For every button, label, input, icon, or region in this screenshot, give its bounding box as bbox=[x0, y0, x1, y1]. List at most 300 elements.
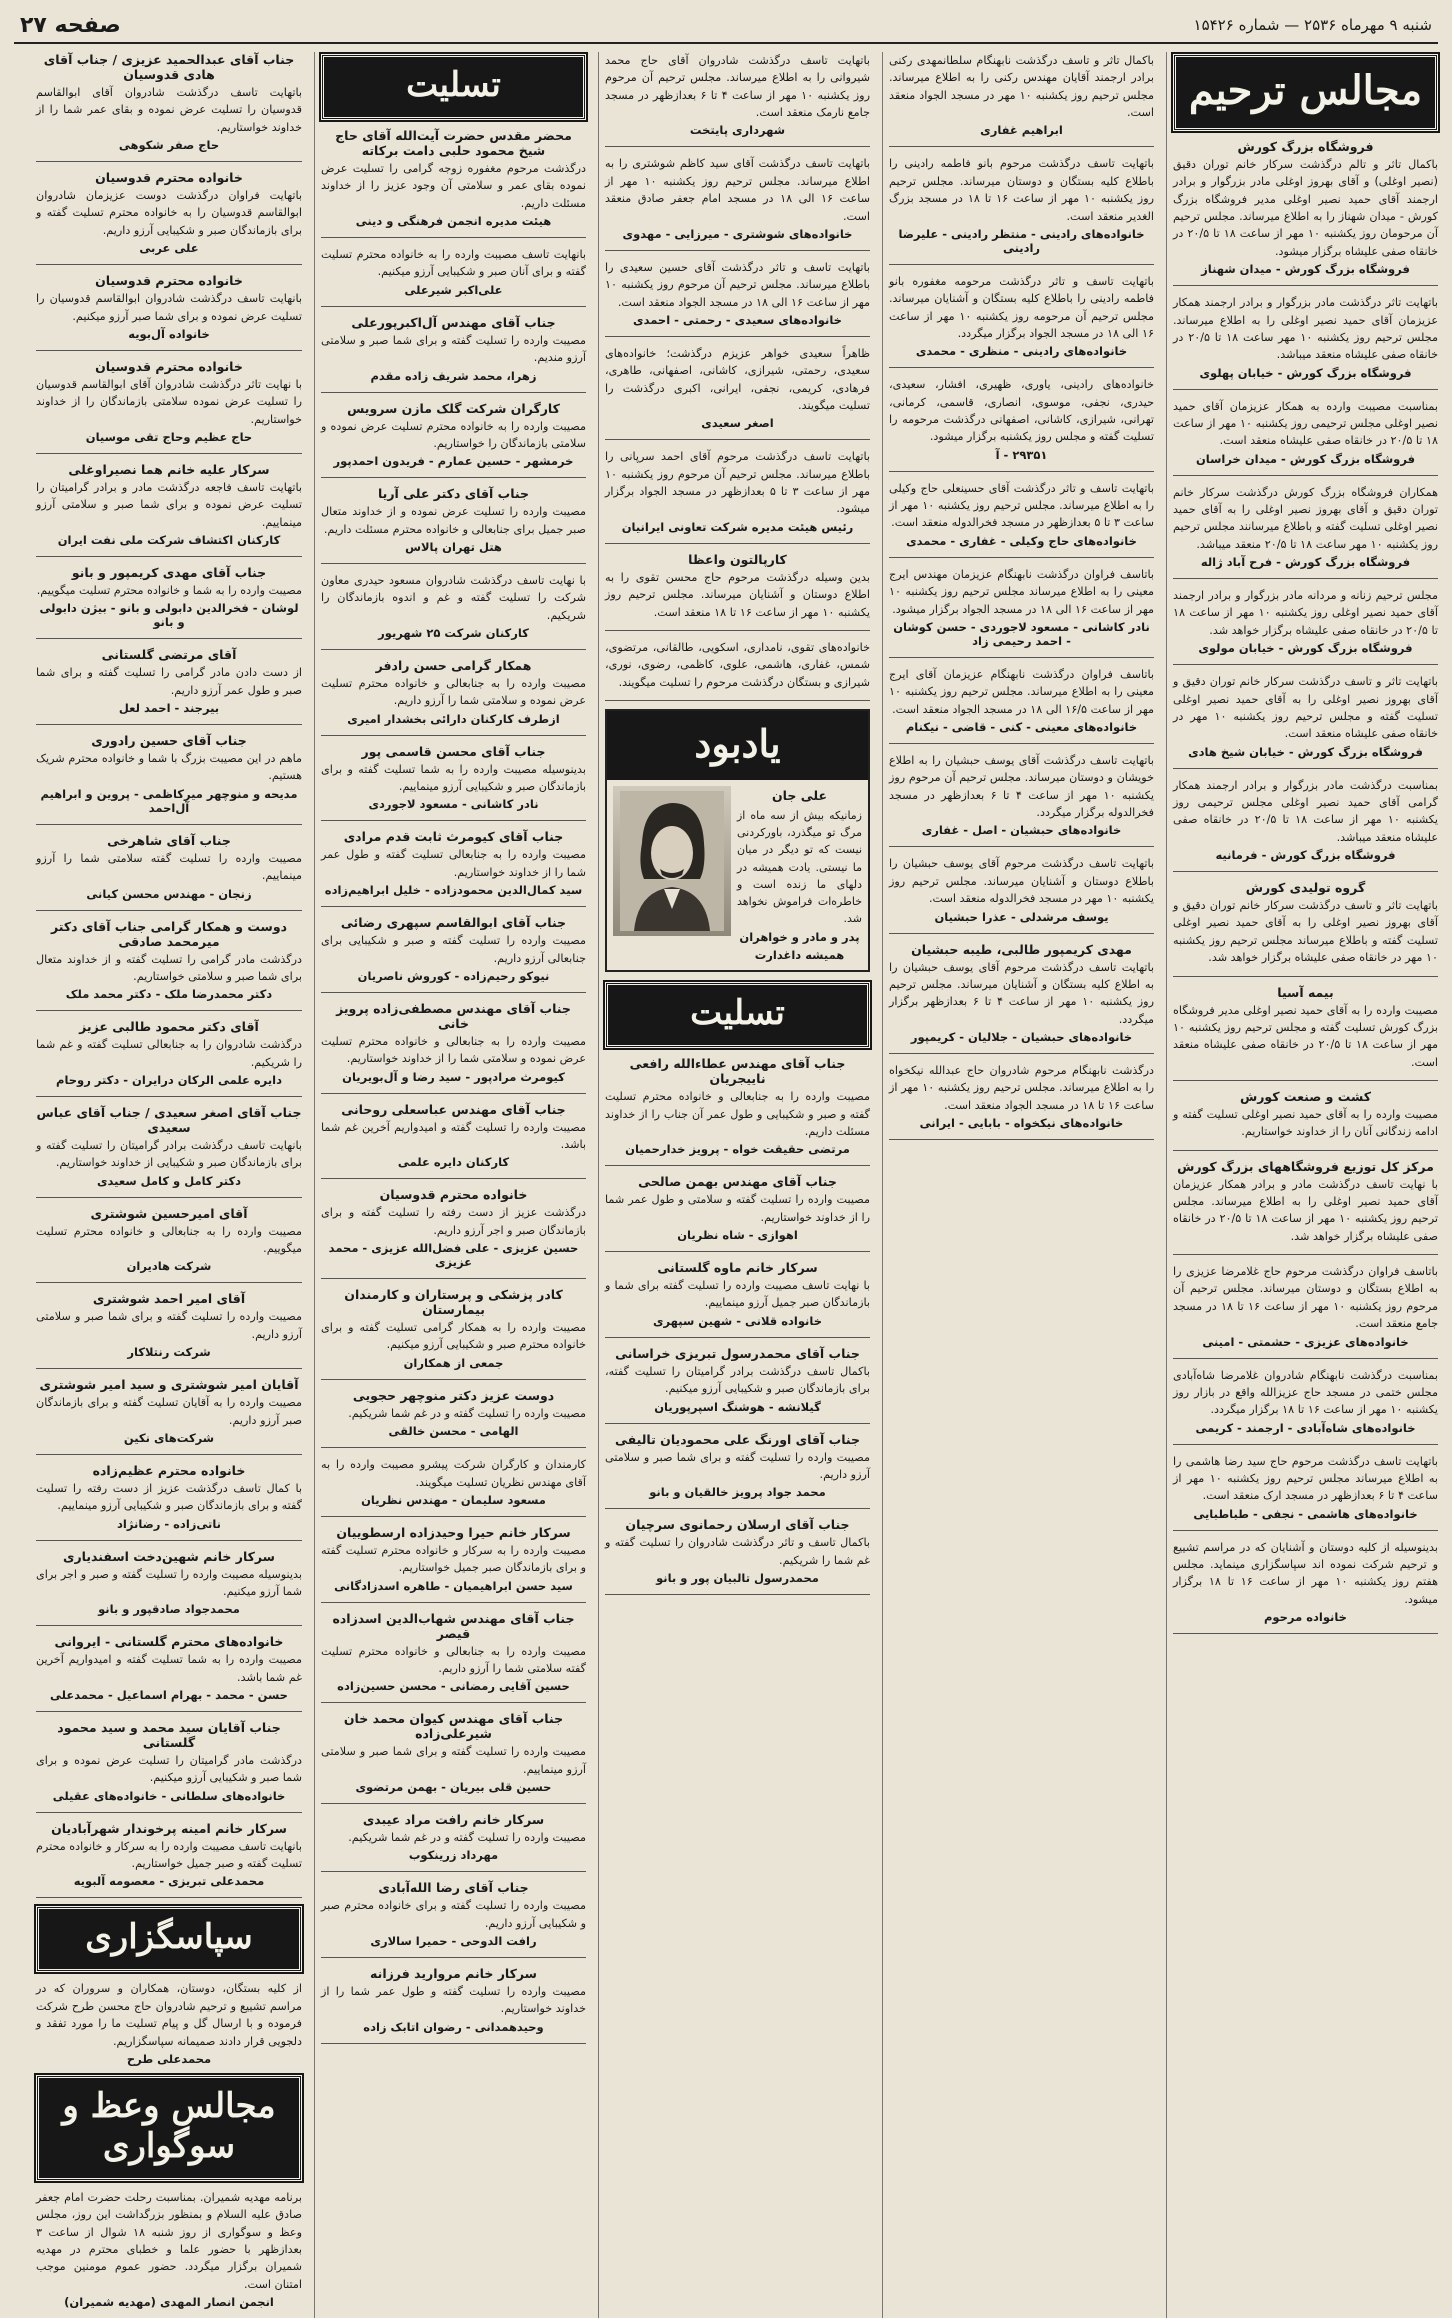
notice-entry bbox=[36, 733, 302, 815]
notice-entry bbox=[321, 1525, 586, 1593]
notice-title: همکار گرامی حسن رادفر bbox=[375, 658, 532, 674]
section-banner-sepasgozari: سپاسگزاری bbox=[36, 1906, 302, 1972]
notice-signature: خرمشهر - حسین عمارم - فریدون احمدپور bbox=[333, 454, 574, 469]
notice-signature: اصغر سعیدی bbox=[701, 416, 774, 431]
notice-title: آقای امیر احمد شوشتری bbox=[92, 1291, 246, 1307]
notice-body: درگذشت مرحوم مغفوره زوجه گرامی را تسلیت عرض نموده بقای عمر و سلامتی آن وجود عزیز را از خداوند مسئلت داریم. bbox=[321, 162, 586, 210]
notice-body: مصیبت وارده را تسلیت عرض نموده و از خداوند متعال صبر جمیل برای جنابعالی و خانواده محترم مسئلت داریم. bbox=[321, 505, 586, 536]
notice-body: مصیبت وارده را به شما تسلیت گفته و امیدواریم آخرین غم شما باشد. bbox=[36, 1653, 302, 1684]
notice-entry bbox=[36, 1377, 302, 1445]
divider bbox=[321, 1093, 586, 1094]
divider bbox=[1173, 871, 1438, 872]
notice-body: باتهایت تاسف فاجعه درگذشت مادر و برادر گرامیتان را تسلیت عرض نموده و برای شما صبر و سلامتی آرزو مینماییم. bbox=[36, 480, 302, 529]
notice-entry bbox=[605, 52, 870, 137]
notice-body: مصیبت وارده را به آقایان تسلیت گفته و برای بازماندگان صبر آرزو داریم. bbox=[36, 1396, 302, 1427]
notice-title: آقای مرتضی گلستانی bbox=[101, 647, 237, 663]
notice-signature: دکتر محمدرضا ملک - دکتر محمد ملک bbox=[65, 987, 273, 1002]
notice-body: مصیبت وارده را به جنابعالی و خانواده محترم تسلیت گفته سلامتی شما را آرزو داریم. bbox=[321, 1644, 586, 1675]
divider bbox=[889, 367, 1154, 368]
divider bbox=[321, 735, 586, 736]
notice-signature: حاج عظیم وحاج تقی موسیان bbox=[85, 429, 253, 444]
divider bbox=[321, 563, 586, 564]
notice-signature: علی عربی bbox=[139, 241, 199, 256]
divider bbox=[36, 264, 302, 265]
notice-body: مصیبت وارده را به جنابعالی و خانواده محترم تسلیت گفته و صبر و شکیبایی و طول عمر آن جناب را از خداوند مسئلت داریم. bbox=[605, 1090, 870, 1139]
notice-signature: خانواده‌های حاج وکیلی - غفاری - محمدی bbox=[906, 533, 1137, 548]
divider bbox=[36, 1812, 302, 1813]
notice-signature: خانواده مرحوم bbox=[1264, 1610, 1347, 1625]
divider bbox=[1173, 768, 1438, 769]
notice-body: مصیبت وارده را تسلیت گفته و در غم شما شریکیم. bbox=[348, 1406, 586, 1420]
notice-entry bbox=[36, 1291, 302, 1359]
notice-body: بانهایت تاسف درگذشت برادر گرامیتان را تسلیت گفته و برای بازماندگان صبر و شکیبایی از خداوند خواستاریم. bbox=[36, 1138, 302, 1170]
notice-title: جناب آقای ابوالقاسم سپهری رضائی bbox=[340, 915, 567, 931]
divider bbox=[605, 1594, 870, 1595]
notice-body: مجلس ترحیم زنانه و مردانه مادر بزرگوار و برادر ارجمند آقای حمید نصیر اوغلی روز یکشنبه ۱۰ مهر از ساعت ۱۸ تا ۲۰/۵ در خانقاه صفی علیشاه برگزار خواهد شد. bbox=[1173, 589, 1438, 637]
notice-body: بدینوسیله مصیبت وارده را تسلیت گفته و صبر و اجر برای شما آرزو میکنیم. bbox=[36, 1567, 302, 1598]
divider bbox=[889, 846, 1154, 847]
notice-signature: حسین قلی بیریان - بهمن مرتضوی bbox=[355, 1780, 552, 1795]
notice-entry bbox=[321, 1287, 586, 1370]
notice-title: جناب آقای مهدی کریمپور و بانو bbox=[71, 565, 267, 581]
divider bbox=[605, 1423, 870, 1424]
divider bbox=[1173, 1444, 1438, 1445]
notice-entry bbox=[321, 315, 586, 383]
notice-entry bbox=[889, 855, 1154, 923]
section-banner-majales-tarhim: مجالس ترحیم bbox=[1173, 54, 1438, 131]
notice-title: آقای دکتر محمود طالبی عزیز bbox=[79, 1019, 259, 1035]
notice-signature: خانواده‌های رادینی - منتظر رادینی - علیرضا رادینی bbox=[898, 226, 1145, 255]
notice-entry bbox=[1173, 985, 1438, 1071]
divider bbox=[1173, 1150, 1438, 1151]
notice-signature: خانواده‌های عزیزی - حشمتی - امینی bbox=[1202, 1334, 1409, 1349]
notice-signature: فروشگاه بزرگ کورش - فرح آباد ژاله bbox=[1200, 555, 1411, 570]
divider bbox=[889, 471, 1154, 472]
notice-body: ظاهراً سعیدی خواهر عزیزم درگذشت؛ خانواده‌های سعیدی، رحمتی، شیرازی، کاشانی، اصفهانی، طاهری، فرهادی، کریمی، نجفی، ایرانی، اکبری درگذشت را تسلیت میگویند. bbox=[605, 346, 870, 413]
notice-title: جناب آقای حسین رادوری bbox=[91, 733, 247, 749]
notice-signature: شرکت رنتلاکار bbox=[127, 1345, 211, 1360]
divider bbox=[36, 1540, 302, 1541]
notice-title: سرکار خانم شهین‌دخت اسفندیاری bbox=[63, 1548, 275, 1564]
vaz-entry bbox=[36, 2189, 302, 2309]
notice-signature: محمد جواد پرویز خالقیان و بانو bbox=[649, 1485, 826, 1500]
notice-entry bbox=[321, 246, 586, 297]
divider bbox=[1173, 1530, 1438, 1531]
notice-entry bbox=[605, 259, 870, 327]
notice-signature: مهرداد زرینکوب bbox=[408, 1848, 499, 1863]
notice-signature: کیومرث مرادپور - سید رضا و آل‌بویریان bbox=[342, 1069, 565, 1084]
notice-title: آقای امیرحسین شوشتری bbox=[90, 1205, 248, 1221]
notice-title: خانواده محترم قدوسیان bbox=[95, 273, 243, 289]
divider bbox=[36, 724, 302, 725]
divider bbox=[321, 1871, 586, 1872]
notice-signature: خانواده قلانی - شهین سپهری bbox=[652, 1313, 822, 1328]
notice-body: مصیبت وارده را تسلیت گفته و در غم شما شریکیم. bbox=[348, 1831, 586, 1845]
notice-body: مصیبت وارده را به جنابعالی و خانواده محترم تسلیت میگوییم. bbox=[36, 1224, 302, 1256]
divider bbox=[36, 161, 302, 162]
notice-signature: نادر کاشانی - مسعود لاجوردی bbox=[368, 797, 539, 812]
notice-signature: زهرا، محمد شریف زاده مقدم bbox=[370, 368, 537, 383]
divider bbox=[889, 146, 1154, 147]
notice-entry bbox=[605, 1432, 870, 1500]
notice-body: باتهایت تاسف درگذشت مرحوم حاج سید رضا هاشمی را به اطلاع میرساند مجلس ترحیم روز یکشنبه ۱۰ مهر از ساعت ۴ تا ۶ بعدازظهر در مسجد ارک منعقد است. bbox=[1173, 1454, 1438, 1503]
divider bbox=[889, 1053, 1154, 1054]
notice-title: جناب آقای محمدرسول تبریزی خراسانی bbox=[615, 1345, 860, 1361]
notice-body: باتهایت تاسف و تاثر درگذشت آقای حسینعلی حاج وکیلی را به اطلاع میرساند. مجلس ترحیم روز یکشنبه ۱۰ مهر از ساعت ۳ تا ۵ بعدازظهر در مسجد فخرالدوله منعقد است. bbox=[889, 481, 1154, 530]
yadbood-box bbox=[605, 709, 870, 972]
notice-entry bbox=[1173, 484, 1438, 569]
divider bbox=[605, 1508, 870, 1509]
notice-title: جناب آقای مهندس بهمن صالحی bbox=[638, 1174, 837, 1190]
divider bbox=[1173, 475, 1438, 476]
divider bbox=[889, 657, 1154, 658]
notice-body: باتهایت تاثر و تاسف درگذشت سرکار خانم توران دقیق و آقای بهروز نصیر اوغلی را به آقای حمید نصیر اوغلی تسلیت گفته و مجلس ترحیم روز یکشنبه ۱۰ مهر در خانقاه صفی علیشاه منعقد است. bbox=[1173, 675, 1438, 741]
notice-signature: شهرداری پایتخت bbox=[689, 123, 786, 138]
portrait-photo bbox=[613, 786, 731, 936]
divider bbox=[1173, 1633, 1438, 1634]
notice-entry bbox=[1173, 1453, 1438, 1521]
yadbood-name: علی جان bbox=[771, 787, 827, 803]
column-5-top bbox=[36, 52, 302, 1898]
divider bbox=[321, 1957, 586, 1958]
notice-title: جناب آقای دکتر علی آریا bbox=[377, 486, 530, 502]
notice-body: مصیبت وارده را به آقای حمید نصیر اوغلی مدیر فروشگاه بزرگ کورش تسلیت گفته و مجلس ترحیم روز یکشنبه ۱۰ مهر از ساعت ۱۸ تا ۲۰/۵ در خانقاه صفی علیشاه منعقد است. bbox=[1173, 1003, 1438, 1069]
notice-entry bbox=[1173, 398, 1438, 466]
notice-entry bbox=[605, 1517, 870, 1585]
notice-entry bbox=[321, 1880, 586, 1948]
notice-entry bbox=[321, 1711, 586, 1794]
notice-title: خانواده محترم قدوسیان bbox=[95, 170, 243, 186]
notice-body: باتهایت تاسف درگذشت آقای سید کاظم شوشتری را به اطلاع میرساند. مجلس ترحیم روز یکشنبه ۱۰ مهر از ساعت ۱۶ الی ۱۸ در مسجد امام جعفر صادق منعقد است. bbox=[605, 157, 870, 223]
notice-entry bbox=[321, 658, 586, 726]
divider bbox=[1173, 578, 1438, 579]
notice-title: مهدی کریمپور طالبی، طیبه حبشیان bbox=[911, 941, 1132, 957]
divider bbox=[605, 543, 870, 544]
notice-body: باکمال تاسف و تاثر درگذشت شادروان را تسلیت گفته و غم شما را شریکیم. bbox=[605, 1536, 870, 1567]
notice-body: بمناسبت مصیبت وارده به همکار عزیزمان آقای حمید نصیر اوغلی مجلس ترحیمی روز یکشنبه ۱۰ مهر از ساعت ۱۸ تا ۲۰/۵ در خانقاه صفی علیشاه منعقد است. bbox=[1173, 399, 1438, 448]
notice-body: باتهایت تاسف و تاثر درگذشت آقای حسین سعیدی را باطلاع میرساند. مجلس ترحیم آن مرحوم روز یکشنبه ۱۰ مهر از ساعت ۱۶ الی ۱۸ در مسجد الجواد منعقد است. bbox=[605, 260, 870, 309]
notice-entry bbox=[1173, 1367, 1438, 1435]
notice-signature: حسین آقایی رمضانی - محسن حسین‌زاده bbox=[337, 1679, 570, 1694]
notice-body: درگذشت مادر گرامیتان را تسلیت عرض نموده و برای شما صبر و شکیبایی آرزو میکنیم. bbox=[36, 1754, 302, 1785]
notice-signature: شرکت‌های نکین bbox=[123, 1430, 215, 1445]
notice-signature: خانواده‌های معینی - کنی - قاضی - نیکنام bbox=[905, 719, 1138, 734]
notice-title: سرکار علیه خانم هما نصیراوغلی bbox=[68, 461, 270, 477]
notice-entry bbox=[321, 1001, 586, 1084]
divider bbox=[36, 556, 302, 557]
notice-signature: الهامی - محسن خالقی bbox=[388, 1424, 519, 1439]
notice-body: با کمال تاسف درگذشت عزیز از دست رفته را تسلیت گفته و برای بازماندگان صبر و شکیبایی آرزو مینماییم. bbox=[36, 1481, 302, 1513]
notice-body: باکمال تاثر و تاسف درگذشت نابهنگام سلطانمهدی رکنی برادر ارجمند آقایان مهندس رکنی را به اطلاع میرساند. مجلس ترحیم روز یکشنبه ۱۰ مهر در مسجد الجواد منعقد است. bbox=[889, 54, 1154, 120]
divider bbox=[36, 1368, 302, 1369]
notice-body: بدینوسیله از کلیه دوستان و آشنایان که در مراسم تشییع و ترحیم شرکت نموده اند سپاسگزاری مینماید. مجلس هفتم روز یکشنبه ۱۰ مهر از ساعت ۱۶ تا ۱۸ برگزار میشود. bbox=[1173, 1540, 1438, 1606]
divider bbox=[321, 2043, 586, 2044]
notice-entry bbox=[1173, 139, 1438, 276]
notice-body: درگذشت عزیز از دست رفته را تسلیت گفته و برای بازماندگان صبر و اجر آرزو داریم. bbox=[321, 1206, 586, 1237]
issue-date: شنبه ۹ مهرماه ۲۵۳۶ — شماره ۱۵۴۲۶ bbox=[1193, 16, 1432, 34]
notice-title: جناب آقای شاهرخی bbox=[107, 832, 231, 848]
divider bbox=[889, 933, 1154, 934]
notice-body: بانهایت تاسف مصیبت وارده را به سرکار و خانواده محترم تسلیت گفته و صبر جمیل خواستاریم. bbox=[36, 1839, 302, 1871]
notice-signature: کارکنان شرکت ۲۵ شهریور bbox=[378, 626, 529, 641]
notice-signature: مدیحه و منوچهر میرکاظمی - پروین و ابراهیم آل‌احمد bbox=[40, 786, 298, 815]
notice-entry bbox=[321, 1187, 586, 1269]
notice-title: فروشگاه بزرگ کورش bbox=[1237, 139, 1374, 154]
divider bbox=[321, 1516, 586, 1517]
notice-body: مصیبت وارده را به خانواده محترم تسلیت عرض نموده و سلامتی بازماندگان را خواستاریم. bbox=[321, 419, 586, 450]
column-2 bbox=[882, 52, 1154, 2318]
notice-signature: گیلانشه - هوشنگ اسپرپوریان bbox=[654, 1399, 821, 1414]
notice-title: جناب آقایان سید محمد و سید محمود گلستانی bbox=[57, 1720, 281, 1751]
notice-body: مصیبت وارده را تسلیت گفته و برای شما صبر و سلامتی آرزو داریم. bbox=[605, 1450, 870, 1481]
notice-body: باتهایت تاسف درگذشت شادروان آقای حاج محمد شیروانی را به اطلاع میرساند. مجلس ترحیم آن مرحوم روز یکشنبه ۱۰ مهر از ساعت ۴ تا ۶ بعدازظهر در مسجد جامع نارمک منعقد است. bbox=[605, 54, 870, 120]
notice-title: جناب آقای محسن قاسمی پور bbox=[361, 743, 546, 759]
notice-body: مصیبت وارده را به شما و خانواده محترم تسلیت میگوییم. bbox=[36, 584, 302, 598]
divider bbox=[1173, 1358, 1438, 1359]
notice-body: خانواده‌های تقوی، نامداری، اسکویی، طالقانی، مرتضوی، شمس، غفاری، هاشمی، علوی، کاظمی، رضوی، نوری، شیرازی و بستگان درگذشت مرحوم را تسلیت میگویند. bbox=[605, 640, 870, 689]
notice-signature: خانواده آل‌بویه bbox=[128, 326, 210, 341]
divider bbox=[889, 557, 1154, 558]
notice-body: باتاسف فراوان درگذشت نابهنگام عزیزمان آقای ایرج معینی را به اطلاع میرساند. مجلس ترحیم روز یکشنبه ۱۰ مهر از ساعت ۱۶/۵ الی ۱۸ در مسجد الجواد منعقد است. bbox=[889, 667, 1154, 716]
notice-entry bbox=[1173, 1263, 1438, 1348]
notice-entry bbox=[889, 1062, 1154, 1130]
notice-body: با نهایت تاثر درگذشت شادروان آقای ابوالقاسم قدوسیان را تسلیت عرض نموده سلامتی بازماندگان را از خداوند خواستاریم. bbox=[36, 377, 302, 426]
notice-signature: فروشگاه بزرگ کورش - خیابان شیخ هادی bbox=[1188, 744, 1423, 759]
notice-body: از دست دادن مادر گرامی را تسلیت گفته و برای شما صبر و طول عمر آرزو داریم. bbox=[36, 666, 302, 697]
divider bbox=[36, 1096, 302, 1097]
notice-signature: دایره علمی الرکان درایران - دکتر روحام bbox=[56, 1072, 282, 1087]
notice-body: باتاسف فراوان درگذشت نابهنگام عزیزمان مهندس ایرج معینی را به اطلاع میرساند مجلس ترحیم روز یکشنبه ۱۰ مهر از ساعت ۱۶ الی ۱۸ در مسجد الجواد برگزار میشود. bbox=[889, 567, 1154, 616]
notice-entry bbox=[889, 155, 1154, 254]
notice-entry bbox=[605, 552, 870, 621]
yadbood-signature: پدر و مادر و خواهران همیشه داغدارت bbox=[739, 929, 860, 962]
divider bbox=[889, 743, 1154, 744]
notice-body: باتهایت تاسف درگذشت شادروان آقای ابوالقاسم قدوسیان را تسلیت عرض نموده و بقای عمر شما را از خداوند خواستاریم. bbox=[36, 86, 302, 134]
notice-title: سرکار خانم امینه پرخوندار شهرآبادیان bbox=[51, 1820, 287, 1836]
notice-title: جناب آقای رضا الله‌آبادی bbox=[378, 1880, 529, 1896]
divider bbox=[321, 306, 586, 307]
column-tasliat bbox=[314, 52, 586, 2318]
notice-title: کشت و صنعت کورش bbox=[1239, 1088, 1372, 1104]
notice-signature: وحیدهمدانی - رضوان اتابک زاده bbox=[363, 2019, 544, 2034]
yadbood-text: زمانیکه بیش از سه ماه از مرگ تو میگذرد، باورکردنی نیست که تو دیگر در میان ما نیستی. یادت همیشه در دلهای ما زنده است و خاطره‌ات فراموش نخواهد شد. bbox=[737, 809, 862, 925]
notice-body: بانهایت تاسف مصیبت وارده را به خانواده محترم تسلیت گفته و برای آنان صبر و شکیبایی آرزو میکنیم. bbox=[321, 248, 586, 279]
divider bbox=[321, 1178, 586, 1179]
divider bbox=[1173, 976, 1438, 977]
notice-title: جناب آقای اصغر سعیدی / جناب آقای عباس سعیدی bbox=[36, 1104, 302, 1135]
notice-signature: رئیس هیئت مدیره شرکت تعاونی ایرانیان bbox=[621, 519, 854, 534]
notice-body: بانهایت تاسف درگذشت شادروان ابوالقاسم قدوسیان را تسلیت عرض نموده و برای شما صبر آرزو میکنیم. bbox=[36, 292, 302, 323]
notice-signature: حسین عزیزی - علی فضل‌الله عزیزی - محمد عزیزی bbox=[328, 1241, 579, 1270]
notice-title: جناب آقای مهندس آل‌اکبرپورعلی bbox=[351, 314, 556, 330]
notice-title: سرکار خانم مروارید فرزانه bbox=[370, 1966, 537, 1982]
column-5 bbox=[30, 52, 302, 2318]
divider bbox=[321, 992, 586, 993]
divider bbox=[36, 1454, 302, 1455]
notice-body: مصیبت وارده را به همکار گرامی تسلیت گفته و برای خانواده محترم صبر و شکیبایی آرزو میکنیم. bbox=[321, 1321, 586, 1352]
notice-entry bbox=[321, 128, 586, 228]
divider bbox=[605, 630, 870, 631]
notice-signature: ازطرف کارکنان دارائی بخشدار امیری bbox=[347, 711, 560, 726]
notice-entry bbox=[1173, 1539, 1438, 1624]
section-banner-tasliat-1: تسلیت bbox=[321, 54, 586, 120]
notice-body: ماهم در این مصیبت بزرگ با شما و خانواده محترم شریک هستیم. bbox=[36, 752, 302, 783]
notice-signature: خانواده‌های سعیدی - رحمتی - احمدی bbox=[633, 312, 842, 327]
notice-entry bbox=[321, 1966, 586, 2034]
notice-title: کارپالتون واعظا bbox=[688, 551, 787, 567]
divider bbox=[36, 1010, 302, 1011]
divider bbox=[1173, 389, 1438, 390]
notice-entry bbox=[36, 1720, 302, 1803]
notice-entry bbox=[321, 1812, 586, 1862]
divider bbox=[321, 237, 586, 238]
notice-signature: مسعود سلیمان - مهندس نظریان bbox=[361, 1492, 546, 1507]
notice-body: باکمال تاثر و تالم درگذشت سرکار خانم توران دقیق (نصیر اوغلی) و آقای بهروز اوغلی مادر بزرگوار و برادر ارجمند آقای حمید نصیر اوغلی مدیر فروشگاه بزرگ کورش - میدان شهناز را به اطلاع میرساند. مجلس ترحیم آن مرحومان روز یکشنبه ۱۰ مهر از ساعت ۱۸ تا ۲۰/۵ در خانقاه صفی علیشاه برگزار میشود. bbox=[1173, 158, 1438, 258]
column-majales-tarhim bbox=[1166, 52, 1438, 2318]
divider bbox=[605, 250, 870, 251]
notice-entry bbox=[36, 359, 302, 444]
notice-title: کارگران شرکت گلک مازن سرویس bbox=[347, 400, 560, 416]
notice-signature: ۲۹۳۵۱ - آ bbox=[995, 447, 1048, 462]
divider bbox=[321, 477, 586, 478]
notice-body: خانواده‌های رادینی، یاوری، ظهیری، افشار، سعیدی، حیدری، نجفی، موسوی، انصاری، قاسمی، کرمانی، تهرانی، شیرازی، کاشانی، اصفهانی درگذشت مرحومه را تسلیت گفته و مجلس روز یکشنبه برگزار میشود. bbox=[889, 378, 1154, 444]
divider bbox=[321, 1803, 586, 1804]
notice-entry bbox=[605, 448, 870, 533]
notice-entry bbox=[605, 1174, 870, 1242]
notice-signature: خانواده‌های حبشیان - اصل - غفاری bbox=[921, 823, 1122, 838]
notice-body: درگذشت مادر گرامی را تسلیت گفته و از خداوند متعال برای شما صبر و سلامتی خواستاریم. bbox=[36, 952, 302, 983]
divider bbox=[36, 453, 302, 454]
notice-entry bbox=[36, 52, 302, 152]
notice-title: جناب آقای مهندس شهاب‌الدین اسدزاده قیصر bbox=[332, 1610, 575, 1641]
notice-entry bbox=[1173, 777, 1438, 862]
divider bbox=[1173, 1080, 1438, 1081]
divider bbox=[36, 910, 302, 911]
notice-signature: خانواده‌های هاشمی - نجفی - طباطبایی bbox=[1193, 1506, 1418, 1521]
notice-entry bbox=[36, 1463, 302, 1531]
notice-body: کارمندان و کارگران شرکت پیشرو مصیبت وارده را به آقای مهندس نظریان تسلیت میگویند. bbox=[321, 1458, 586, 1489]
notice-title: جناب آقای عبدالحمید عزیزی / جناب آقای هادی قدوسیان bbox=[43, 52, 295, 82]
notice-entry bbox=[321, 1611, 586, 1694]
divider bbox=[321, 1602, 586, 1603]
divider bbox=[605, 1165, 870, 1166]
divider bbox=[605, 336, 870, 337]
divider bbox=[605, 146, 870, 147]
notice-signature: فروشگاه بزرگ کورش - میدان خراسان bbox=[1195, 451, 1416, 466]
notice-body: باتهایت تاثر درگذشت مادر بزرگوار و برادر ارجمند همکار عزیزمان آقای حمید نصیر اوغلی را به اطلاع میرساند. مجلس ترحیم روز یکشنبه ۱۰ مهر ساعت ۱۸ تا ۲۰/۵ در خانقاه صفی علیشاه منعقد میباشد. bbox=[1173, 296, 1438, 362]
notice-body: مصیبت وارده را تسلیت گفته و برای خانواده محترم صبر و شکیبایی آرزو داریم. bbox=[321, 1899, 586, 1930]
notice-entry bbox=[605, 1260, 870, 1328]
notice-entry bbox=[1173, 1089, 1438, 1141]
notice-entry bbox=[321, 401, 586, 469]
divider bbox=[321, 906, 586, 907]
notice-signature: هتل تهران پالاس bbox=[405, 539, 502, 554]
sepas-signature: محمدعلی طرح bbox=[126, 2051, 212, 2066]
divider bbox=[36, 1897, 302, 1898]
notice-title: آقایان امیر شوشتری و سید امیر شوشتری bbox=[39, 1377, 299, 1393]
notice-title: جناب آقای مهندس مصطفی‌زاده پرویز خانی bbox=[336, 1000, 571, 1031]
notice-entry bbox=[1173, 673, 1438, 758]
notice-signature: هیئت مدیره انجمن فرهنگی و دینی bbox=[355, 214, 552, 229]
notice-title: کادر پزشکی و پرستاران و کارمندان بیمارستان bbox=[344, 1287, 563, 1318]
notice-signature: محمدرسول تالبیان پور و بانو bbox=[656, 1570, 819, 1585]
notice-entry bbox=[889, 480, 1154, 548]
notice-entry bbox=[889, 273, 1154, 358]
notice-entry bbox=[321, 572, 586, 640]
notice-entry bbox=[36, 170, 302, 255]
sepas-entry bbox=[36, 1980, 302, 2065]
notice-title: سرکار خانم ماوه گلستانی bbox=[657, 1260, 818, 1276]
notice-body: همکاران فروشگاه بزرگ کورش درگذشت سرکار خانم توران دقیق و آقای بهروز نصیر اوغلی را به آقای حمید نصیر اوغلی تسلیت گفته و باطلاع میرسانند مجلس ترحیم روز یکشنبه ۱۰ مهر ساعت ۱۸ تا ۲۰/۵ منعقد میباشد. bbox=[1173, 485, 1438, 551]
vaz-signature: انجمن انصار المهدی (مهدیه شمیران) bbox=[64, 2295, 274, 2310]
notice-signature: خانواده‌های شوشتری - میرزایی - مهدوی bbox=[622, 226, 853, 241]
notice-title: سرکار خانم حیرا وحیدزاده ارسطوییان bbox=[336, 1524, 571, 1540]
notice-signature: نادر کاشانی - مسعود لاجوردی - حسن کوشان - احمد رحیمی زاد bbox=[893, 619, 1150, 648]
notice-entry bbox=[36, 1634, 302, 1702]
notice-body: مصیبت وارده را تسلیت گفته و برای شما صبر و سلامتی آرزو مینماییم. bbox=[321, 1745, 586, 1776]
divider bbox=[36, 824, 302, 825]
divider bbox=[605, 1251, 870, 1252]
notice-entry bbox=[605, 345, 870, 430]
notice-entry bbox=[36, 1206, 302, 1274]
divider bbox=[605, 700, 870, 701]
notice-title: سرکار خانم رافت مراد عیبدی bbox=[362, 1812, 545, 1828]
notice-title: جناب آقای مهندس عطاءالله رافعی ناییجریان bbox=[629, 1056, 846, 1087]
notice-body: مصیبت وارده را به آقای حمید نصیر اوغلی تسلیت گفته و ادامه زندگانی آنان را از خداوند خواستاریم. bbox=[1173, 1107, 1438, 1139]
notice-entry bbox=[889, 942, 1154, 1044]
notice-body: باتهایت تاثر و تاسف درگذشت سرکار خانم توران دقیق و آقای بهروز نصیر اوغلی را به آقای حمید نصیر اوغلی تسلیت گفته و باطلاع میرساند مجلس ترحیم روز یکشنبه ۱۰ مهر در خانقاه صفی علیشاه برگزار خواهد شد. bbox=[1173, 899, 1438, 965]
column-3 bbox=[598, 52, 870, 2318]
notice-signature: علی‌اکبر شیرعلی bbox=[404, 282, 503, 297]
notice-signature: نیوکو رحیم‌زاده - کوروش ناصریان bbox=[357, 968, 550, 983]
divider bbox=[321, 820, 586, 821]
divider bbox=[321, 392, 586, 393]
portrait-image bbox=[620, 791, 724, 931]
notice-body: مصیبت وارده را به جنابعالی تسلیت گفته و طول عمر شما را از خداوند خواستاریم. bbox=[321, 848, 586, 879]
notice-signature: حاج صفر شکوهی bbox=[118, 138, 220, 153]
notice-signature: فروشگاه بزرگ کورش - فرمانیه bbox=[1215, 848, 1396, 863]
divider bbox=[36, 1282, 302, 1283]
notice-body: با نهایت تاسف درگذشت مادر و برادر همکار عزیزمان آقای حمید نصیر اوغلی را به اطلاع میرساند. مجلس ترحیم روز یکشنبه ۱۰ مهر از ساعت ۱۸ تا ۲۰/۵ در خانقاه صفی علیشاه برگزار خواهد شد. bbox=[1173, 1177, 1438, 1243]
columns bbox=[30, 52, 1438, 2310]
notice-body: مصیبت وارده را تسلیت گفته و برای شما صبر و سلامتی آرزو داریم. bbox=[36, 1310, 302, 1341]
notice-signature: رافت الدوحی - حمیرا سالاری bbox=[370, 1934, 537, 1949]
notice-body: مصیبت وارده را تسلیت گفته و امیدواریم آخرین غم شما باشد. bbox=[321, 1120, 586, 1151]
notice-title: خانواده محترم عظیم‌زاده bbox=[92, 1462, 246, 1478]
notice-title: دوست عزیز دکتر منوچهر حجویی bbox=[352, 1387, 555, 1403]
notice-entry bbox=[1173, 1159, 1438, 1245]
divider bbox=[1173, 285, 1438, 286]
divider bbox=[1173, 664, 1438, 665]
notice-signature: فروشگاه بزرگ کورش - خیابان مولوی bbox=[1198, 641, 1413, 656]
notice-signature: محمدجواد صادقپور و بانو bbox=[98, 1602, 240, 1617]
divider bbox=[321, 1447, 586, 1448]
notice-signature: کارکنان دایره علمی bbox=[397, 1155, 510, 1170]
notice-entry bbox=[889, 566, 1154, 648]
notice-body: باتهایت تاسف درگذشت مرحوم آقای یوسف حبشیان را باطلاع دوستان و آشنایان میرساند. مجلس ترحیم روز یکشنبه ۱۰ مهر در مسجد فخرالدوله منعقد است. bbox=[889, 857, 1154, 906]
section-banner-tasliat-2: تسلیت bbox=[605, 982, 870, 1048]
notice-entry bbox=[36, 1019, 302, 1087]
divider bbox=[321, 1379, 586, 1380]
notice-signature: خانواده‌های حبشیان - جلالیان - کریمپور bbox=[910, 1029, 1133, 1044]
notice-signature: فروشگاه بزرگ کورش - میدان شهناز bbox=[1201, 262, 1410, 277]
notice-entry bbox=[605, 155, 870, 240]
notice-entry bbox=[36, 1821, 302, 1889]
notice-entry bbox=[605, 1056, 870, 1156]
notice-entry bbox=[36, 833, 302, 901]
notice-body: درگذشت شادروان را به جنابعالی تسلیت گفته و غم شما را شریکیم. bbox=[36, 1038, 302, 1069]
notice-body: باتهایت تاسف و تاثر درگذشت مرحومه مغفوره بانو فاطمه رادینی را باطلاع کلیه بستگان و آشنایان میرساند. مجلس ترحیم آن مرحومه روز یکشنبه ۱۰ مهر از ساعت ۱۶ الی ۱۸ در مسجد الجواد برگزار میگردد. bbox=[889, 274, 1154, 340]
